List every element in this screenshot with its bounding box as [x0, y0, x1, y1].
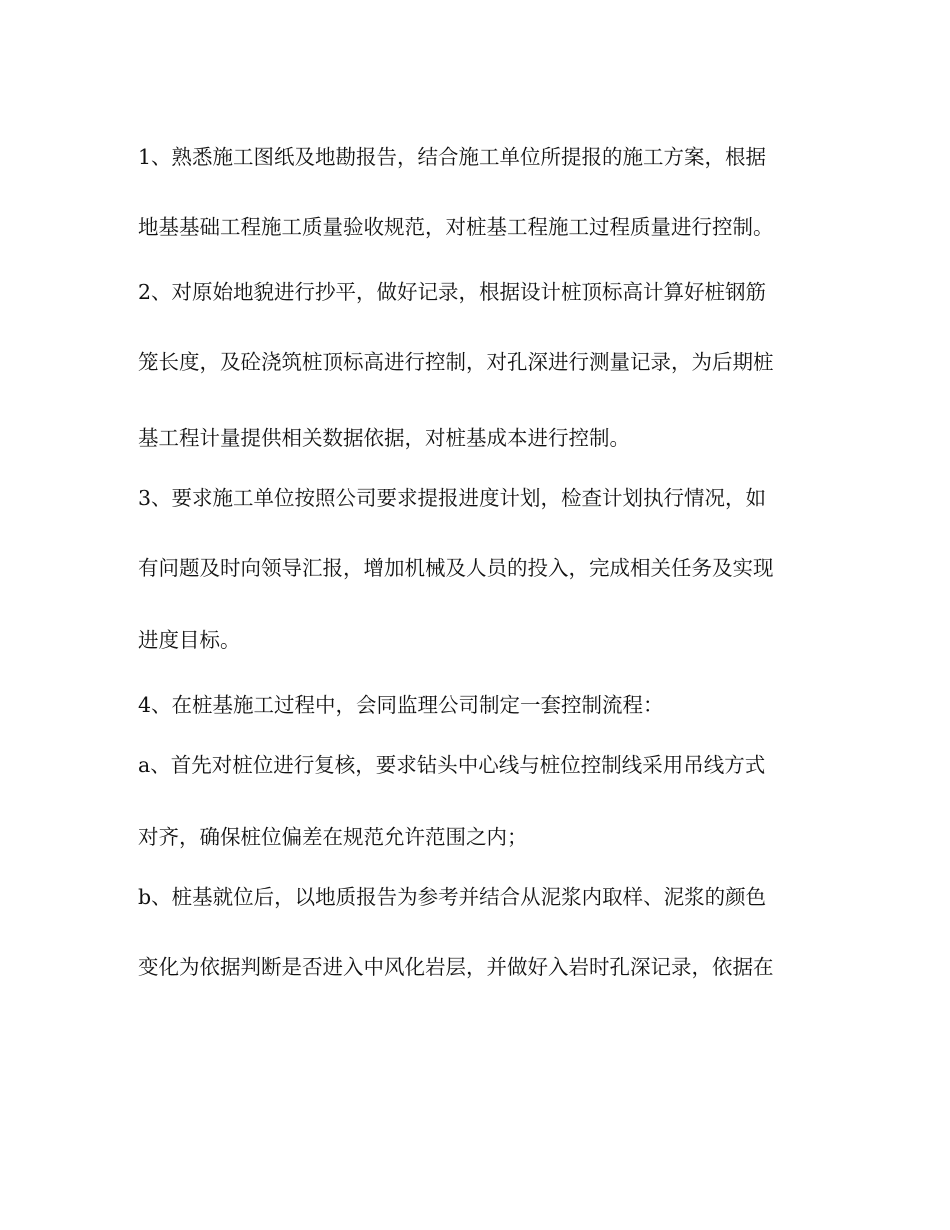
text-line: 3、要求施工单位按照公司要求提报进度计划，检查计划执行情况，如	[138, 486, 767, 510]
text-line: 地基基础工程施工质量验收规范，对桩基工程施工过程质量进行控制。	[138, 215, 774, 239]
text-line: 2、对原始地貌进行抄平，做好记录，根据设计桩顶标高计算好桩钢筋	[138, 280, 767, 304]
text-line: b、桩基就位后，以地质报告为参考并结合从泥浆内取样、泥浆的颜色	[138, 885, 767, 909]
text-line: 笼长度，及砼浇筑桩顶标高进行控制，对孔深进行测量记录，为后期桩	[138, 350, 774, 374]
text-line: a、首先对桩位进行复核，要求钻头中心线与桩位控制线采用吊线方式	[138, 753, 766, 777]
text-line: 1、熟悉施工图纸及地勘报告，结合施工单位所提报的施工方案，根据	[138, 145, 767, 169]
text-line: 有问题及时向领导汇报，增加机械及人员的投入，完成相关任务及实现	[138, 556, 774, 580]
text-line: 进度目标。	[138, 628, 241, 652]
text-line: 4、在桩基施工过程中，会同监理公司制定一套控制流程：	[138, 693, 664, 717]
text-line: 基工程计量提供相关数据依据，对桩基成本进行控制。	[138, 426, 630, 450]
text-line: 变化为依据判断是否进入中风化岩层，并做好入岩时孔深记录，依据在	[138, 955, 774, 979]
text-line: 对齐，确保桩位偏差在规范允许范围之内；	[138, 825, 528, 849]
